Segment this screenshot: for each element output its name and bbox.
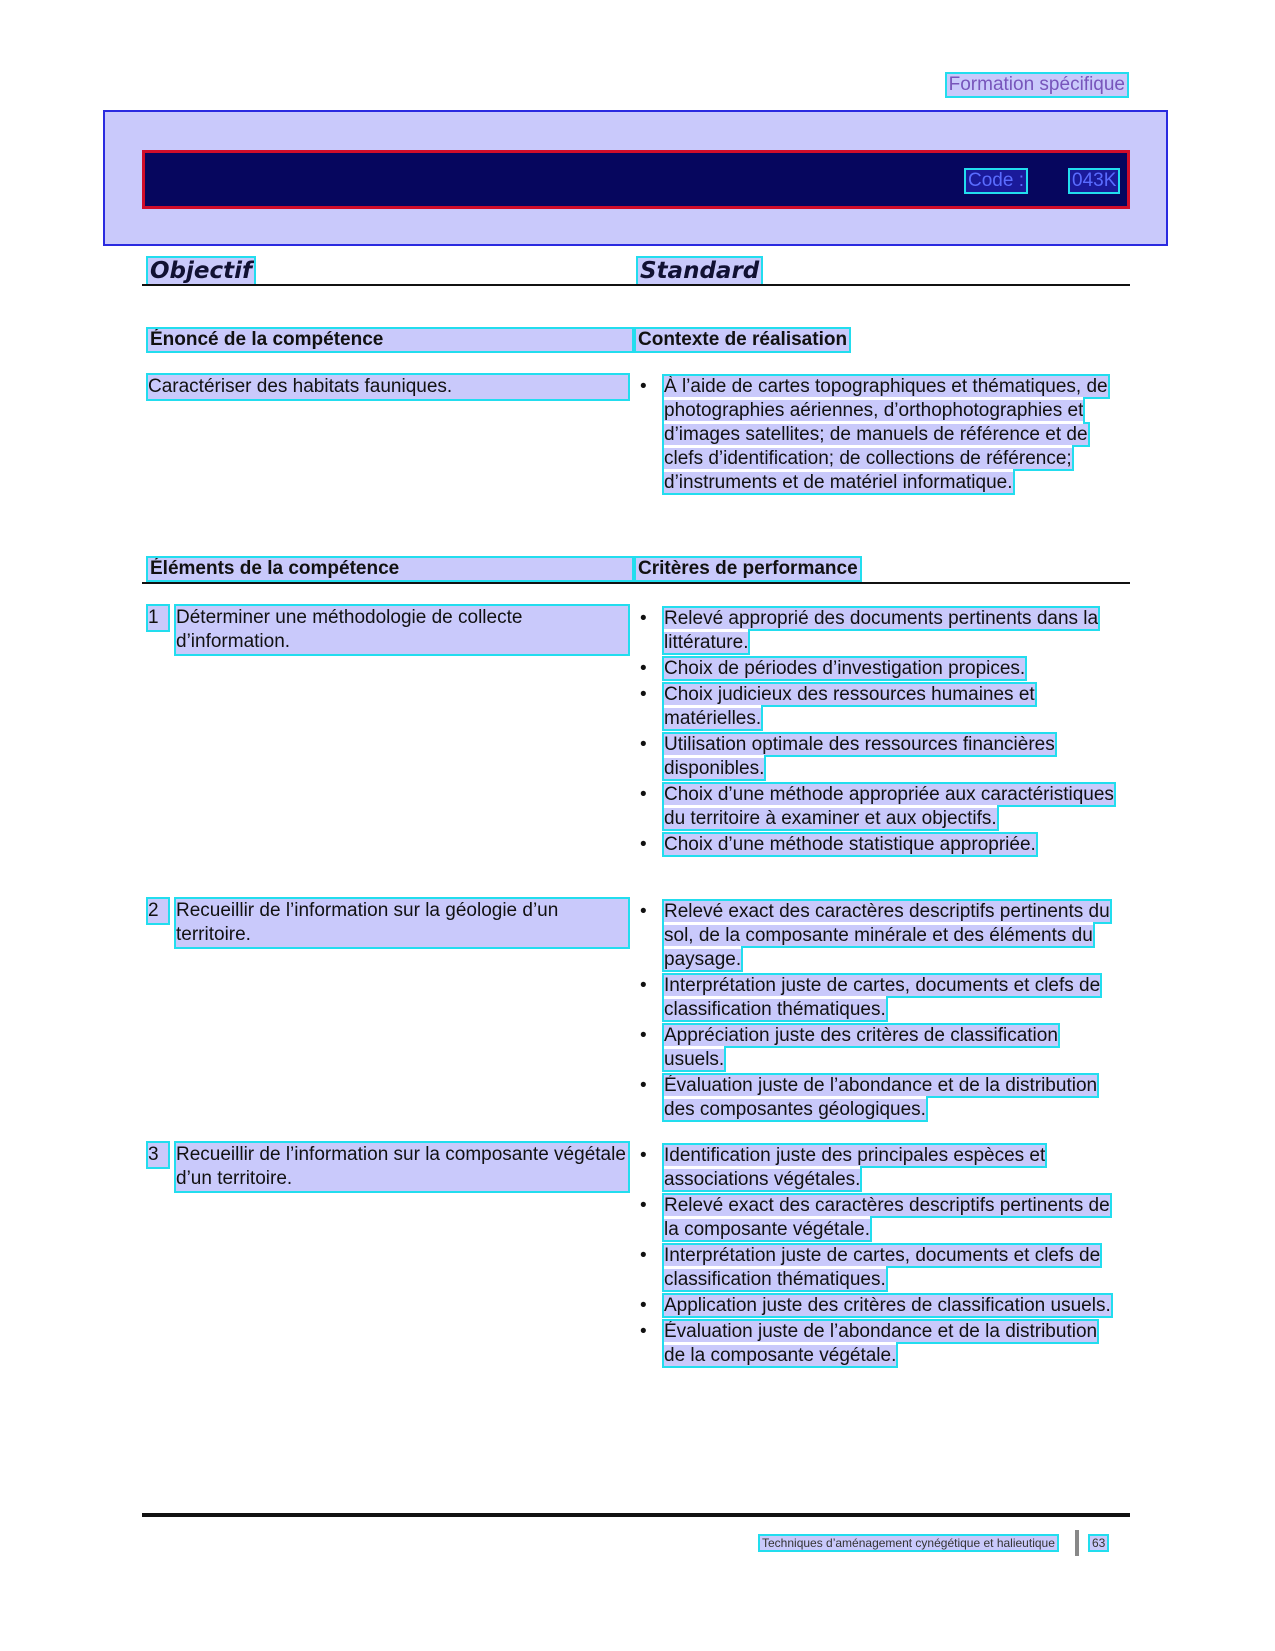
criteria-list-2 — [640, 900, 1120, 1124]
bullet-icon: • — [640, 901, 647, 922]
element-text: Recueillir de l’information sur la géologie d’un territoire. — [176, 899, 628, 947]
context-list — [640, 375, 1120, 497]
element-number: 1 — [148, 606, 168, 630]
bullet-icon: • — [640, 734, 647, 755]
bullet-icon: • — [640, 1025, 647, 1046]
bullet-icon: • — [640, 1145, 647, 1166]
objectif-heading: Objectif — [150, 258, 253, 284]
bullet-icon: • — [640, 834, 647, 855]
criteria-heading: Critères de performance — [638, 558, 858, 579]
list-item: • Interprétation juste de cartes, documents et clefs de classification thématiques. — [640, 975, 1101, 1020]
list-item: • Choix judicieux des ressources humaines et matérielles. — [640, 684, 1035, 729]
footer-divider — [1075, 1530, 1079, 1556]
bullet-icon: • — [640, 784, 647, 805]
context-heading: Contexte de réalisation — [638, 329, 848, 350]
competence-heading: Énoncé de la compétence — [148, 329, 632, 351]
criteria-list-1 — [640, 607, 1120, 859]
list-item: • Évaluation juste de l’abondance et de la distribution de la composante végétale. — [640, 1321, 1098, 1366]
list-item: • Appréciation juste des critères de classification usuels. — [640, 1025, 1058, 1070]
list-item: • Utilisation optimale des ressources financières disponibles. — [640, 734, 1055, 779]
bullet-icon: • — [640, 975, 647, 996]
bullet-icon: • — [640, 1295, 647, 1316]
bullet-icon: • — [640, 658, 647, 679]
code-value: 043K — [1072, 170, 1117, 191]
list-item: • Application juste des critères de classification usuels. — [640, 1295, 1111, 1316]
list-item: • Relevé exact des caractères descriptifs pertinents de la composante végétale. — [640, 1195, 1110, 1240]
bullet-icon: • — [640, 1195, 647, 1216]
footer-text: Techniques d’aménagement cynégétique et halieutique — [762, 1536, 1055, 1550]
standard-heading: Standard — [640, 258, 760, 284]
heading-rule — [142, 284, 1130, 286]
bullet-icon: • — [640, 608, 647, 629]
elements-heading: Éléments de la compétence — [148, 558, 632, 580]
elements-rule — [142, 582, 1130, 584]
footer-rule — [142, 1513, 1130, 1517]
code-label: Code : — [968, 170, 1024, 191]
list-item: • Interprétation juste de cartes, documents et clefs de classification thématiques. — [640, 1245, 1101, 1290]
list-item: • Choix d’une méthode statistique appropriée. — [640, 834, 1036, 855]
element-number: 3 — [148, 1143, 168, 1167]
bullet-icon: • — [640, 1321, 647, 1342]
list-item: • Relevé exact des caractères descriptifs pertinents du sol, de la composante minérale et des éléments du paysage. — [640, 901, 1110, 970]
list-item: • Choix d’une méthode appropriée aux caractéristiques du territoire à examiner et aux objectifs. — [640, 784, 1114, 829]
list-item: • Identification juste des principales espèces et associations végétales. — [640, 1145, 1046, 1190]
list-item: • Relevé approprié des documents pertinents dans la littérature. — [640, 608, 1099, 653]
bullet-icon: • — [640, 1245, 647, 1266]
bullet-icon: • — [640, 684, 647, 705]
list-item: • Choix de périodes d’investigation propices. — [640, 658, 1026, 679]
element-text: Déterminer une méthodologie de collecte d’information. — [176, 606, 628, 654]
element-number: 2 — [148, 899, 168, 923]
competence-text: Caractériser des habitats fauniques. — [148, 375, 628, 399]
header-label: Formation spécifique — [948, 74, 1125, 95]
list-item: • Évaluation juste de l’abondance et de la distribution des composantes géologiques. — [640, 1075, 1098, 1120]
element-text: Recueillir de l’information sur la composante végétale d’un territoire. — [176, 1143, 628, 1191]
criteria-list-3 — [640, 1144, 1120, 1370]
list-item: • À l’aide de cartes topographiques et thématiques, de photographies aériennes, d’orthophotographies et d’images satellites; de manuels de référence et de clefs d’identification; de collections de référence; d’instruments et de matériel informatique. — [640, 376, 1108, 493]
page-number: 63 — [1092, 1536, 1106, 1550]
bullet-icon: • — [640, 1075, 647, 1096]
bullet-icon: • — [640, 376, 647, 397]
